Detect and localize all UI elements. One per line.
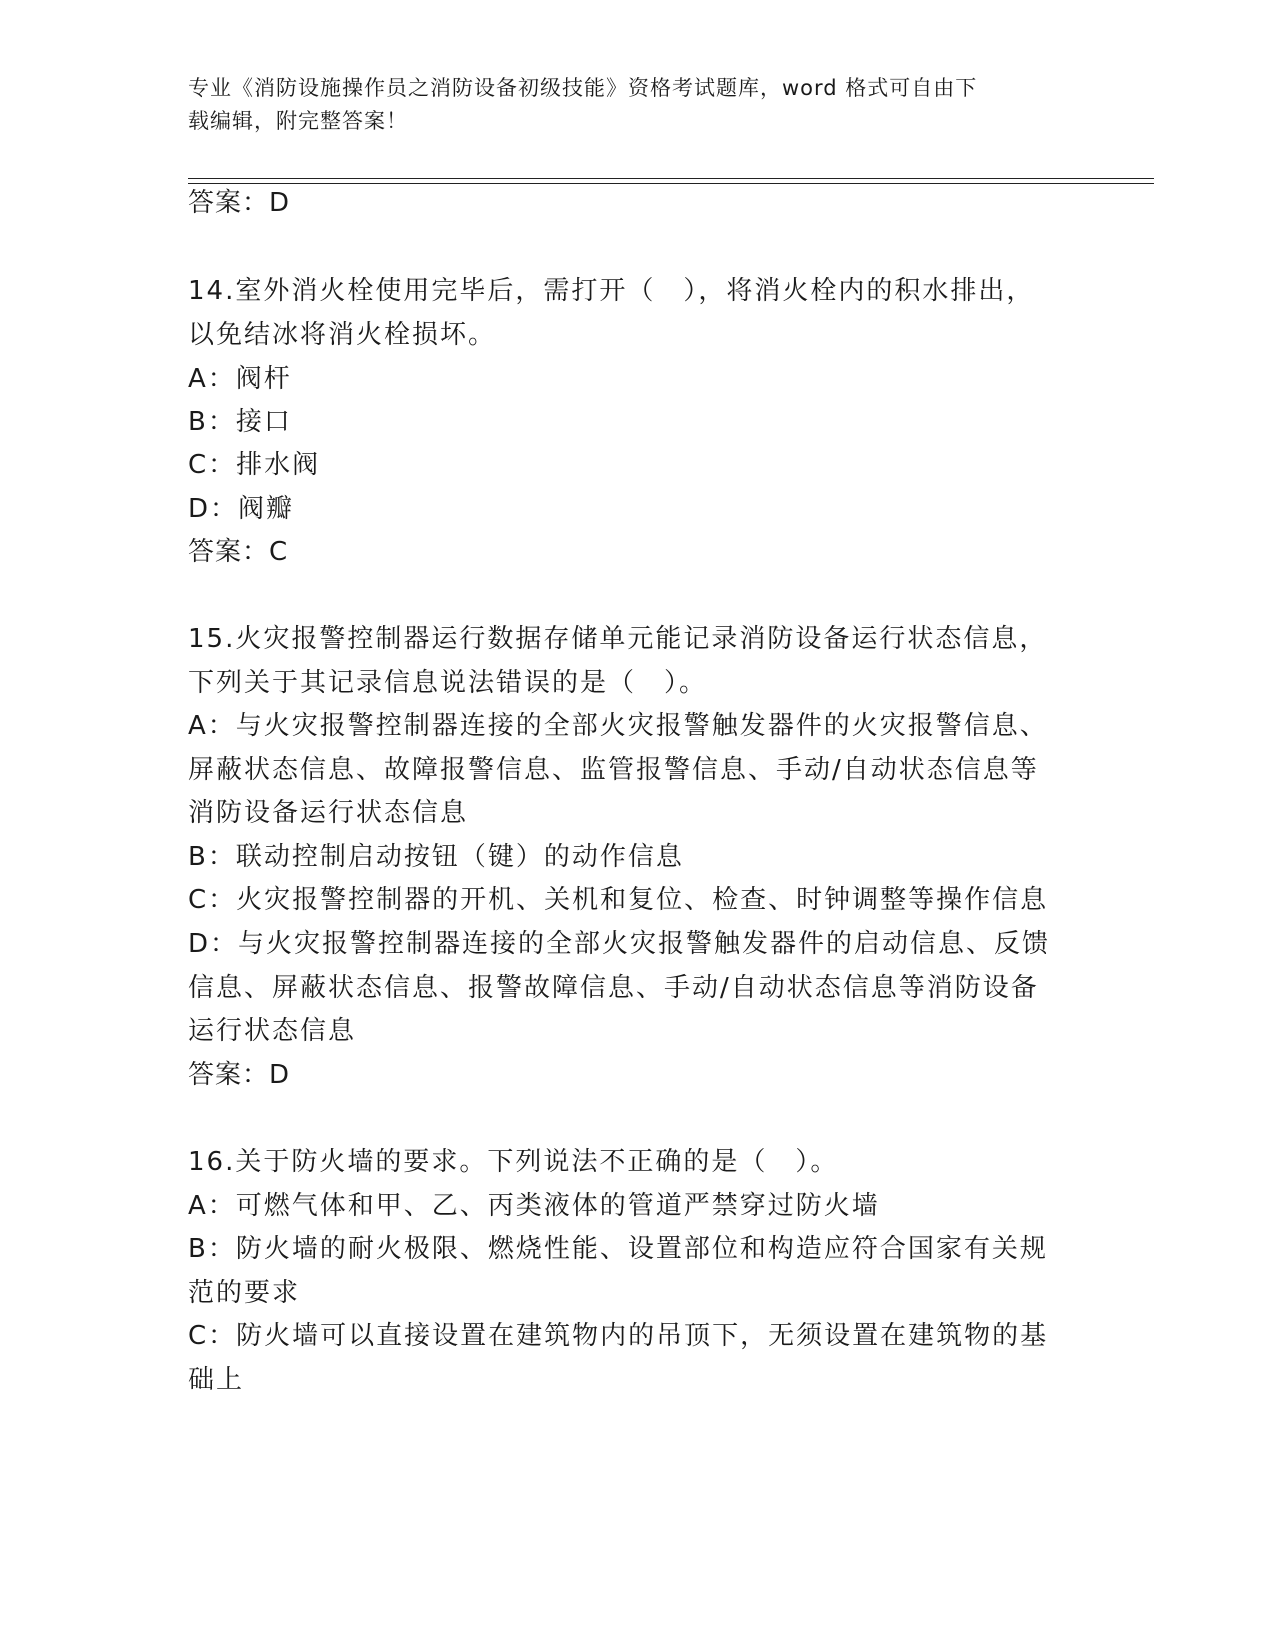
header-line-1: 专业《消防设施操作员之消防设备初级技能》资格考试题库，word 格式可自由下 xyxy=(188,76,978,100)
q15-option-d-line-1: D：与火灾报警控制器连接的全部火灾报警触发器件的启动信息、反馈 xyxy=(188,929,1051,959)
q14-option-a: A：阀杆 xyxy=(188,364,292,394)
q14-stem-line-2: 以免结冰将消火栓损坏。 xyxy=(188,320,497,350)
q15-option-a-line-1: A：与火灾报警控制器连接的全部火灾报警触发器件的火灾报警信息、 xyxy=(188,711,1048,741)
document-header xyxy=(188,72,1068,138)
q15-stem-line-1: 15.火灾报警控制器运行数据存储单元能记录消防设备运行状态信息， xyxy=(188,624,1048,654)
q16-option-c-line-2: 础上 xyxy=(188,1365,245,1395)
q16-stem-line-1: 16.关于防火墙的要求。下列说法不正确的是（ ）。 xyxy=(188,1147,839,1177)
q15-option-b: B：联动控制启动按钮（键）的动作信息 xyxy=(188,842,684,872)
q14-option-d: D：阀瓣 xyxy=(188,494,295,524)
q14-option-c: C：排水阀 xyxy=(188,450,321,480)
q15-option-d-line-3: 运行状态信息 xyxy=(188,1016,357,1046)
q15-option-c: C：火灾报警控制器的开机、关机和复位、检查、时钟调整等操作信息 xyxy=(188,885,1049,915)
q14-answer: 答案：C xyxy=(188,537,289,567)
prev-answer: 答案：D xyxy=(188,188,291,218)
q14-option-b: B：接口 xyxy=(188,407,292,437)
header-line-2: 载编辑，附完整答案！ xyxy=(188,109,408,133)
q14-stem-line-1: 14.室外消火栓使用完毕后，需打开（ ），将消火栓内的积水排出， xyxy=(188,276,1035,306)
q15-stem-line-2: 下列关于其记录信息说法错误的是（ ）。 xyxy=(188,668,708,698)
header-divider-bottom xyxy=(188,183,1154,184)
q15-option-a-line-2: 屏蔽状态信息、故障报警信息、监管报警信息、手动/自动状态信息等 xyxy=(188,755,1039,785)
q15-answer: 答案：D xyxy=(188,1060,291,1090)
q16-option-a: A：可燃气体和甲、乙、丙类液体的管道严禁穿过防火墙 xyxy=(188,1191,880,1221)
q15-option-d-line-2: 信息、屏蔽状态信息、报警故障信息、手动/自动状态信息等消防设备 xyxy=(188,973,1039,1003)
q16-option-b-line-2: 范的要求 xyxy=(188,1278,301,1308)
q16-option-b-line-1: B：防火墙的耐火极限、燃烧性能、设置部位和构造应符合国家有关规 xyxy=(188,1234,1048,1264)
q16-option-c-line-1: C：防火墙可以直接设置在建筑物内的吊顶下，无须设置在建筑物的基 xyxy=(188,1321,1049,1351)
header-divider-top xyxy=(188,178,1154,179)
q15-option-a-line-3: 消防设备运行状态信息 xyxy=(188,798,469,828)
